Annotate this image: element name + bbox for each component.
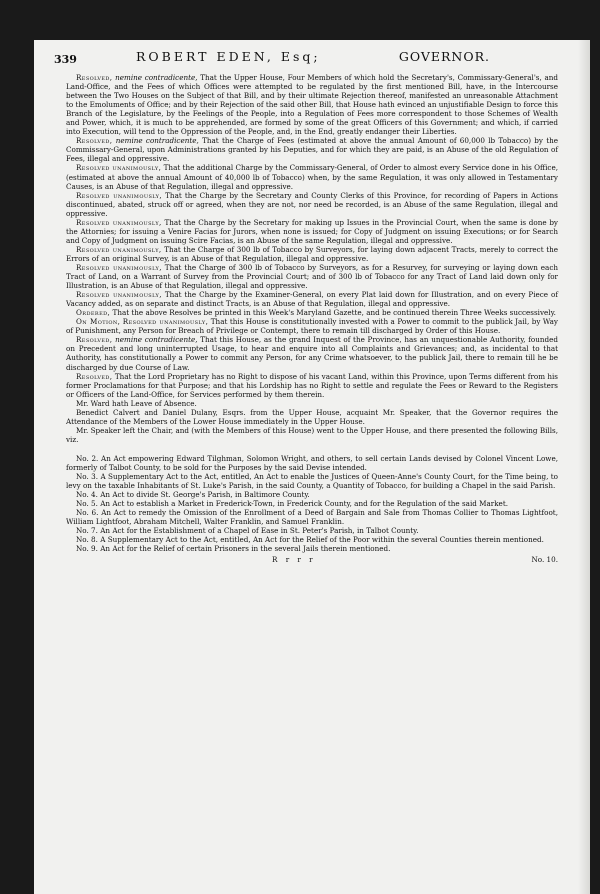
resolution-paragraph (66, 408, 558, 426)
resolution-text: That the Charge by the Secretary for making up Issues in the Provincial Court, when the same is done by the Attornies; for issuing a Venire Facias for Jurors, when none is issued; for Copy of Judgment on issuing Executions; or for Search and Copy of Judgment on issuing Scire Facias, is an Abuse of the same Regulation, illegal and oppressive. (66, 217, 558, 245)
bill-entry (66, 544, 558, 553)
resolution-paragraph (66, 136, 558, 163)
bill-text: An Act empowering Edward Tilghman, Solomon Wright, and others, to sell certain Lands devised by Colonel Vincent Lowe, formerly of Talbot County, to be sold for the Purposes by the said Devise intended. (66, 453, 558, 472)
resolution-text: That the Charge of Fees (estimated at above the annual Amount of 60,000 lb Tobacco) by the Commissary-General, upon Administrations granted by his Deputies, and for which they are paid, is an Abuse of the old Regulation of Fees, illegal and oppressive. (66, 136, 558, 164)
bill-number: No. 7. (76, 526, 98, 536)
resolution-paragraph (66, 399, 558, 408)
resolution-paragraph (66, 245, 558, 263)
resolution-lead: Resolved unanimously, (76, 262, 162, 272)
bill-entry (66, 490, 558, 499)
document-page (34, 40, 590, 894)
page-footer (66, 555, 558, 567)
page-content (54, 49, 558, 567)
resolution-lead: Resolved unanimously, (76, 290, 162, 300)
resolution-lead: Ordered, (76, 308, 111, 318)
resolutions-list (66, 73, 558, 444)
bill-number: No. 5. (76, 499, 98, 509)
bill-number: No. 6. (76, 508, 99, 518)
bill-number: No. 4. (76, 490, 98, 500)
bill-text: An Act to remedy the Omission of the Enrollment of a Deed of Bargain and Sale from Thomas Collier to Thomas Lightfoot, William Lightfoot, Abraham Mitchell, Walter Franklin, and Samuel Franklin. (66, 508, 558, 527)
resolution-text: That this House, as the grand Inquest of the Province, has an unquestionable Authority, founded on Precedent and long uninterrupted Usage, to hear and enquire into all Complaints and Grievances; and, as incidental to that Authority, has constitutionally a Power to commit any Person, for any Crime whatsoever, to the publick Jail, there to remain till he be discharged by due Course of Law. (66, 335, 558, 372)
resolution-lead: Resolved unanimously, (76, 217, 162, 227)
bill-number: No. 2. (76, 453, 99, 463)
catchword: No. 10. (531, 555, 558, 565)
bill-text: An Act to establish a Market in Frederick-Town, in Frederick County, and for the Regulation of the said Market. (100, 499, 508, 509)
bill-entry (66, 499, 558, 508)
resolution-paragraph (66, 308, 558, 317)
bills-list (66, 454, 558, 554)
resolution-paragraph (66, 263, 558, 290)
running-title: ROBERT EDEN, Esq; (136, 49, 321, 64)
resolution-lead: Resolved unanimously, (76, 190, 163, 200)
resolution-text: Benedict Calvert and Daniel Dulany, Esqrs. from the Upper House, acquaint Mr. Speaker, that the Governor requires the Attendance of the Members of the Lower House immediately in the Upper House. (66, 407, 558, 426)
resolution-paragraph (66, 426, 558, 444)
resolution-text: Mr. Ward hath Leave of Absence. (76, 398, 197, 408)
resolution-qualifier: nemine contradicente, (115, 136, 199, 146)
bill-entry (66, 472, 558, 490)
resolution-paragraph (66, 335, 558, 371)
resolution-text: That the Lord Proprietary has no Right to dispose of his vacant Land, within this Province, upon Terms different from his former Proclamations for that Purpose; and that his Lordship has no Right to settle and regulate the Fees or Reward to the Registers or Officers of the Land-Office, for Services performed by them therein. (66, 371, 558, 399)
bill-entry (66, 454, 558, 472)
resolution-lead: Resolved, (76, 371, 113, 381)
bill-text: A Supplementary Act to the Act, entitled, An Act for the Relief of the Poor within the several Counties therein mentioned. (100, 535, 544, 545)
resolution-lead: Resolved, (76, 136, 113, 146)
resolution-text: That the Charge by the Secretary and County Clerks of this Province, for recording of Papers in Actions discontinued, abated, struck off or agreed, when they are not, nor need be recorded, is an Abuse of the same Regulation, illegal and oppressive. (66, 190, 558, 218)
resolution-text: That the additional Charge by the Commissary-General, of Order to almost every Service done in his Office, (estimated at above the annual Amount of 40,000 lb of Tobacco) when, by the same Regulation, it was only allowed in Testamentary Causes, is an Abuse of that Regulation, illegal and oppressive. (66, 163, 558, 191)
resolution-text: That the Charge by the Examiner-General, on every Plat laid down for Illustration, and on every Piece of Vacancy added, as on separate and distinct Tracts, is an Abuse of that Regulation, illegal and oppressive. (66, 290, 558, 309)
bill-text: An Act for the Establishment of a Chapel of Ease in St. Peter's Parish, in Talbot County. (100, 526, 419, 536)
bill-text: A Supplementary Act to the Act, entitled, An Act to enable the Justices of Queen-Anne's County Court, for the Time being, to levy on the taxable Inhabitants of St. Luke's Parish, in the said County, a Quantity of Tobacco, for building a Chapel in the said Parish. (66, 472, 558, 491)
page-number: 339 (54, 53, 77, 66)
resolution-text: That the Upper House, Four Members of which hold the Secretary's, Commissary-General's, and Land-Office, and the Fees of which Offices were attempted to be regulated by the first mentioned Bill, have, in the Intercourse between the Two Houses on the Subject of that Bill, and by their ultimate Rejection thereof, manifested an unreasonable Attachment to the Emoluments of Office; and by their Rejection of the said other Bill, that House hath evinced an unjustifiable Design to force this Branch of the Legislature, by the Feelings of the People, into a Regulation of Fees more correspondent to those Schemes of Wealth and Power, which, it is much to be apprehended, are formed by some of the great Officers of this Government; and which, if carried into Execution, will tend to the Oppression of the People, and, in the End, greatly endanger their Liberties. (66, 73, 558, 137)
resolution-qualifier: nemine contradicente, (115, 335, 198, 345)
resolution-paragraph (66, 73, 558, 136)
bill-entry (66, 535, 558, 544)
resolution-paragraph (66, 290, 558, 308)
bill-text: An Act to divide St. George's Parish, in Baltimore County. (100, 490, 310, 500)
resolution-paragraph (66, 372, 558, 399)
resolution-lead: Resolved, (76, 73, 113, 82)
resolution-paragraph (66, 163, 558, 190)
resolution-lead: Resolved, (76, 335, 113, 345)
resolution-lead: On Motion, (76, 317, 121, 327)
signature-mark: R r r r (272, 555, 316, 565)
resolution-paragraph (66, 191, 558, 218)
resolution-qualifier: Resolved unanimously, (122, 317, 209, 327)
bill-text: An Act for the Relief of certain Prisoners in the several Jails therein mentioned. (100, 544, 391, 554)
resolution-text: That the above Resolves be printed in this Week's Maryland Gazette, and be continued therein Three Weeks successively. (112, 308, 556, 318)
bill-number: No. 9. (76, 544, 98, 554)
bill-entry (66, 526, 558, 535)
resolution-qualifier: nemine contradicente, (115, 73, 198, 82)
bill-number: No. 3. (76, 472, 99, 482)
resolution-text: That this House is constitutionally invested with a Power to commit to the publick Jail, by Way of Punishment, any Person for Breach of Privilege or Contempt, there to remain till discharged by Order of this House. (66, 317, 558, 336)
resolution-lead: Resolved unanimously, (76, 244, 162, 254)
running-header (54, 49, 558, 70)
resolution-lead: Resolved unanimously, (76, 163, 162, 173)
bill-entry (66, 508, 558, 526)
running-title-right: GOVERNOR. (398, 49, 490, 64)
resolution-text: That the Charge of 300 lb of Tobacco by Surveyors, as for a Resurvey, for surveying or laying down each Tract of Land, on a Warrant of Survey from the Provincial Court; and of 300 lb of Tobacco for any Tract of Land laid down only for Illustration, is an Abuse of that Regulation, illegal and oppressive. (66, 262, 558, 291)
resolution-text: Mr. Speaker left the Chair, and (with the Members of this House) went to the Upper House, and there presented the following Bills, viz. (66, 425, 558, 444)
section-gap (66, 444, 558, 454)
bill-number: No. 8. (76, 535, 98, 545)
resolution-text: That the Charge of 300 lb of Tobacco by Surveyors, for laying down adjacent Tracts, merely to correct the Errors of an original Survey, is an Abuse of that Regulation, illegal and oppressive. (66, 244, 558, 263)
page-edge-shadow (578, 40, 590, 894)
resolution-paragraph (66, 218, 558, 245)
resolution-paragraph (66, 317, 558, 335)
